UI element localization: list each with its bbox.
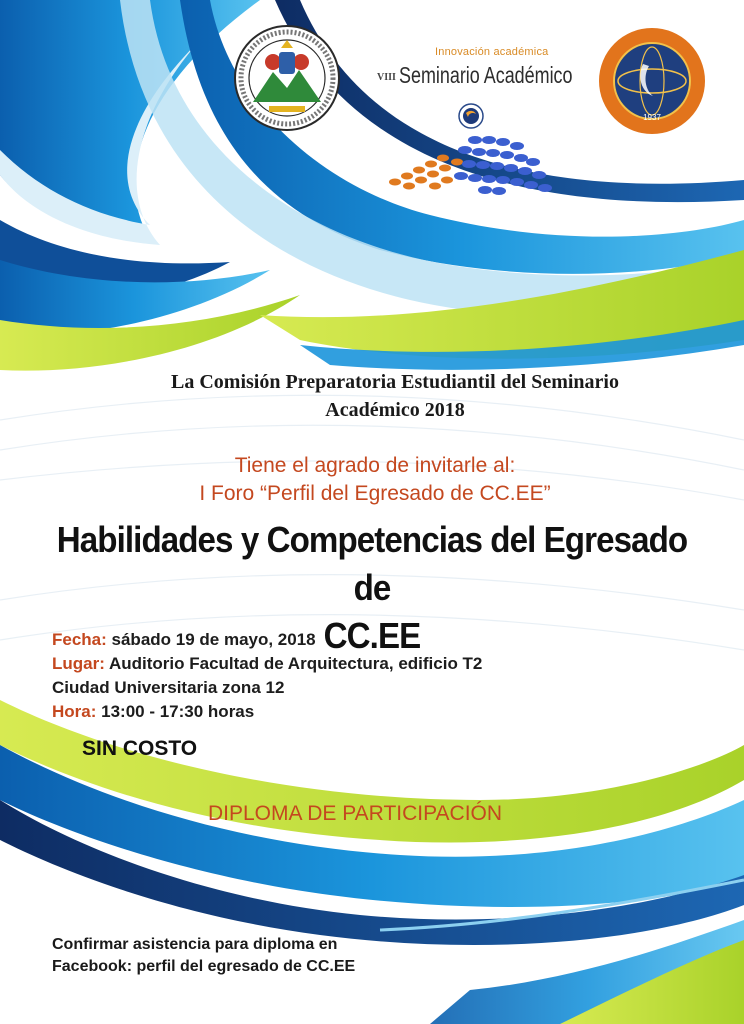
seminar-edition: VIII: [377, 72, 396, 83]
faculty-seal-logo: [597, 26, 707, 136]
date-label: Fecha:: [52, 630, 107, 649]
cost-text: SIN COSTO: [82, 737, 198, 760]
date-value: sábado 19 de mayo, 2018: [106, 630, 316, 649]
organizer-line-1: La Comisión Preparatoria Estudiantil del Seminario: [171, 371, 619, 393]
diploma-text: DIPLOMA DE PARTICIPACIÓN: [208, 802, 503, 825]
seminar-subtitle: Innovación académica: [435, 46, 549, 58]
invitation-line-2: I Foro “Perfil del Egresado de CC.EE”: [199, 482, 551, 505]
confirm-line-2: Facebook: perfil del egresado de CC.EE: [52, 958, 356, 975]
place-row: [52, 652, 652, 676]
invitation-text: [150, 452, 600, 508]
dots-graphic-icon: [375, 96, 565, 196]
date-row: [52, 628, 652, 652]
invitation-line-1: Tiene el agrado de invitarle al:: [234, 454, 516, 477]
confirm-text: [52, 934, 652, 978]
confirm-line-1: Confirmar asistencia para diploma en: [52, 936, 338, 953]
place-label: Lugar:: [52, 654, 105, 673]
event-details: [52, 628, 652, 724]
time-row: [52, 700, 652, 724]
seminar-logo: [375, 46, 573, 196]
time-value: 13:00 - 17:30 horas: [96, 702, 255, 721]
place-value: Auditorio Facultad de Arquitectura, edificio T2: [104, 654, 483, 673]
organizer-line-2: Académico 2018: [325, 399, 465, 421]
time-label: Hora:: [52, 702, 97, 721]
seal-year: 1937: [643, 113, 661, 122]
university-seal-logo: [233, 24, 341, 132]
seminar-title: Seminario Académico: [399, 62, 573, 88]
place-row-2: Ciudad Universitaria zona 12: [52, 678, 285, 697]
headline-line-1: Habilidades y Competencias del Egresado de: [56, 519, 688, 608]
organizer-text: [90, 368, 700, 424]
headline-line-2: CC.EE: [323, 615, 421, 656]
